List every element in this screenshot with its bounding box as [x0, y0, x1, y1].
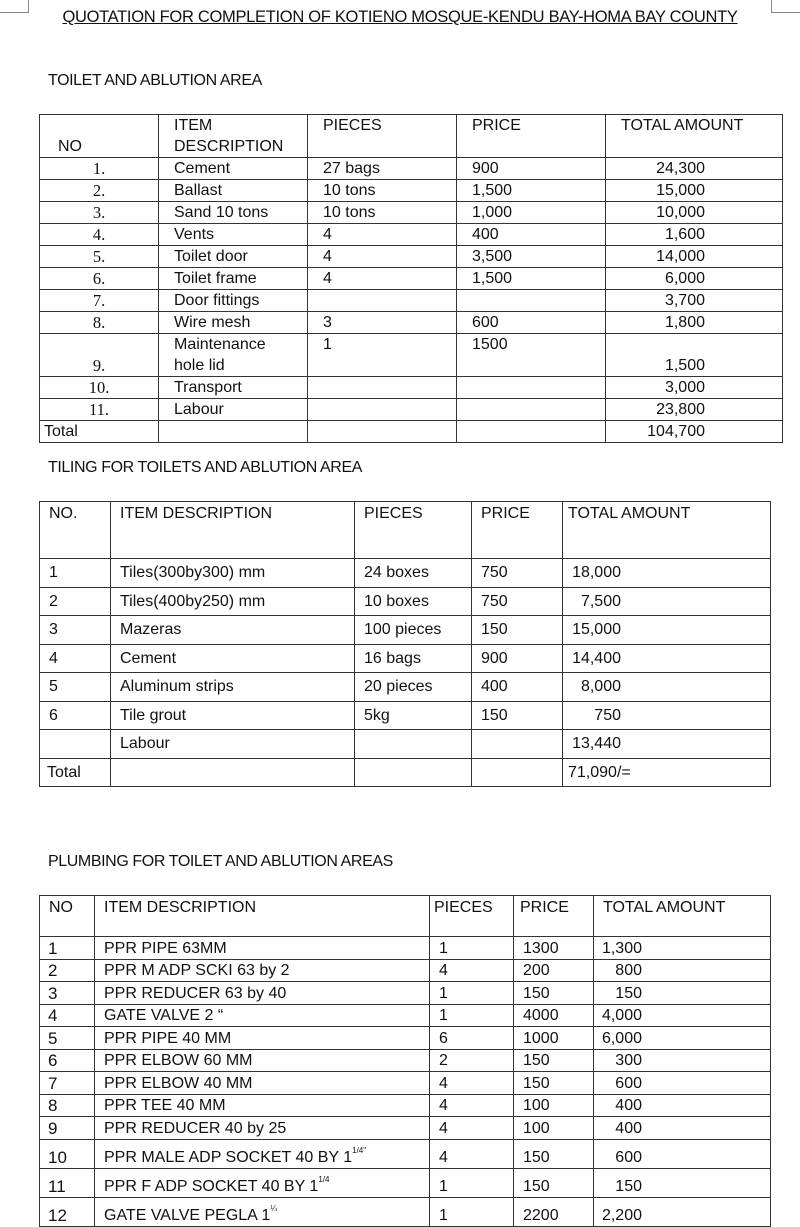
row-pieces: 6	[430, 1027, 514, 1050]
table-row	[40, 246, 783, 268]
row-description: Labour	[111, 730, 355, 759]
table-row	[40, 290, 783, 312]
row-price: 2200	[514, 1197, 594, 1226]
row-pieces: 2	[430, 1049, 514, 1072]
table-row	[40, 377, 783, 399]
row-description: Tile grout	[111, 701, 355, 730]
row-total: 150	[594, 1168, 771, 1197]
row-no: 6.	[40, 268, 159, 290]
row-price: 1,000	[457, 202, 606, 224]
col-header-price: PRICE	[457, 115, 606, 158]
row-pieces: 5kg	[355, 701, 472, 730]
row-no: 3.	[40, 202, 159, 224]
row-no: 4.	[40, 224, 159, 246]
col-header-no: NO.	[40, 502, 111, 559]
row-total: 1,500	[606, 334, 783, 377]
table-row	[40, 959, 771, 982]
row-price: 1,500	[457, 180, 606, 202]
row-description	[95, 1072, 430, 1095]
row-description-text: PPR ELBOW 40 MM	[104, 1074, 253, 1092]
row-description	[95, 1139, 430, 1168]
row-price: 400	[457, 224, 606, 246]
row-no: 11	[40, 1168, 95, 1197]
row-price: 1000	[514, 1027, 594, 1050]
row-no: 10	[40, 1139, 95, 1168]
row-total: 15,000	[563, 616, 771, 645]
row-total: 400	[594, 1117, 771, 1140]
row-pieces: 24 boxes	[355, 559, 472, 588]
table-row	[40, 730, 771, 759]
row-price: 900	[472, 644, 563, 673]
row-pieces: 4	[430, 1117, 514, 1140]
row-no: 1.	[40, 158, 159, 180]
row-description	[95, 959, 430, 982]
row-total: 800	[594, 959, 771, 982]
row-total: 7,500	[563, 587, 771, 616]
row-pieces: 4	[308, 224, 457, 246]
row-total: 1,800	[606, 312, 783, 334]
row-pieces: 4	[430, 1072, 514, 1095]
row-description	[95, 982, 430, 1005]
table-row	[40, 701, 771, 730]
row-price: 750	[472, 587, 563, 616]
row-pieces: 27 bags	[308, 158, 457, 180]
row-description: Tiles(300by300) mm	[111, 559, 355, 588]
row-description-text: PPR M ADP SCKI 63 by 2	[104, 962, 290, 979]
row-description: Ballast	[159, 180, 308, 202]
row-total: 6,000	[594, 1027, 771, 1050]
row-price: 150	[514, 1049, 594, 1072]
table-row	[40, 559, 771, 588]
row-description-text: PPR PIPE 63MM	[104, 939, 227, 957]
row-no: 4	[40, 1004, 95, 1027]
row-description: Aluminum strips	[111, 673, 355, 702]
section-title-toilet: TOILET AND ABLUTION AREA	[48, 72, 262, 89]
table-row	[40, 158, 783, 180]
document-title: QUOTATION FOR COMPLETION OF KOTIENO MOSQUE-KENDU BAY-HOMA BAY COUNTY	[62, 8, 738, 26]
row-no: 8.	[40, 312, 159, 334]
row-description-text: PPR PIPE 40 MM	[104, 1029, 232, 1047]
table-row	[40, 1049, 771, 1072]
row-price: 1,500	[457, 268, 606, 290]
row-no: 2.	[40, 180, 159, 202]
row-price: 150	[514, 1072, 594, 1095]
row-total: 600	[594, 1139, 771, 1168]
row-no: 3	[40, 616, 111, 645]
tiling-table	[39, 501, 771, 787]
section-title-tiling: TILING FOR TOILETS AND ABLUTION AREA	[48, 459, 362, 476]
row-description	[159, 334, 308, 377]
section-title-plumbing: PLUMBING FOR TOILET AND ABLUTION AREAS	[48, 853, 393, 870]
row-pieces: 10 boxes	[355, 587, 472, 616]
row-pieces: 4	[308, 246, 457, 268]
row-description-fraction: 1/4"	[352, 1145, 367, 1155]
row-no: 6	[40, 1049, 95, 1072]
row-no: 11.	[40, 399, 159, 421]
table-row	[40, 312, 783, 334]
row-description	[95, 1094, 430, 1117]
row-description-text: PPR MALE ADP SOCKET 40 BY 1	[104, 1148, 353, 1166]
total-row	[40, 421, 783, 443]
col-header-description: DESCRIPTION	[174, 138, 284, 155]
table-row	[40, 1197, 771, 1226]
row-description: Labour	[159, 399, 308, 421]
row-total: 14,400	[563, 644, 771, 673]
table-row	[40, 937, 771, 960]
table-row	[40, 616, 771, 645]
row-pieces: 4	[430, 959, 514, 982]
table-header-row	[40, 896, 771, 937]
col-header-description: ITEM DESCRIPTION	[111, 502, 355, 559]
row-total: 3,000	[606, 377, 783, 399]
table-row	[40, 1094, 771, 1117]
total-value: 104,700	[606, 421, 783, 443]
row-description-text: PPR REDUCER 63 by 40	[104, 984, 287, 1002]
row-price: 100	[514, 1117, 594, 1140]
row-description	[95, 1197, 430, 1226]
row-price: 750	[472, 559, 563, 588]
row-description: Sand 10 tons	[159, 202, 308, 224]
row-description: Mazeras	[111, 616, 355, 645]
col-header-no: NO	[40, 896, 95, 937]
total-label: Total	[40, 758, 111, 787]
row-total: 15,000	[606, 180, 783, 202]
table-header-row	[40, 115, 783, 158]
row-description	[95, 1027, 430, 1050]
row-price: 150	[472, 616, 563, 645]
row-total: 300	[594, 1049, 771, 1072]
row-description: Door fittings	[159, 290, 308, 312]
row-no: 9	[40, 1117, 95, 1140]
row-no	[40, 730, 111, 759]
row-pieces: 1	[430, 1004, 514, 1027]
row-no: 6	[40, 701, 111, 730]
row-description: Transport	[159, 377, 308, 399]
row-total: 1,600	[606, 224, 783, 246]
table-row	[40, 644, 771, 673]
col-header-item-description	[159, 115, 308, 158]
table-row	[40, 268, 783, 290]
row-pieces	[308, 377, 457, 399]
table-row	[40, 334, 783, 377]
row-pieces: 1	[308, 334, 457, 377]
row-description-fraction: ¼	[270, 1203, 277, 1213]
total-label: Total	[40, 421, 159, 443]
row-price: 900	[457, 158, 606, 180]
plumbing-table	[39, 895, 771, 1227]
row-total: 10,000	[606, 202, 783, 224]
row-no: 5.	[40, 246, 159, 268]
row-total: 8,000	[563, 673, 771, 702]
row-total: 1,300	[594, 937, 771, 960]
table-row	[40, 202, 783, 224]
total-value: 71,090/=	[563, 758, 771, 787]
row-no: 10.	[40, 377, 159, 399]
row-description: Toilet frame	[159, 268, 308, 290]
row-no: 5	[40, 673, 111, 702]
row-no: 3	[40, 982, 95, 1005]
col-header-pieces: PIECES	[430, 896, 514, 937]
row-description	[95, 1117, 430, 1140]
col-header-description: ITEM DESCRIPTION	[95, 896, 430, 937]
row-pieces: 1	[430, 1197, 514, 1226]
row-price	[457, 377, 606, 399]
table-row	[40, 1072, 771, 1095]
row-total: 3,700	[606, 290, 783, 312]
row-description-line1: Maintenance	[174, 336, 266, 353]
row-description-text: GATE VALVE PEGLA 1	[104, 1206, 271, 1224]
row-pieces: 1	[430, 1168, 514, 1197]
col-header-price: PRICE	[514, 896, 594, 937]
row-description	[95, 1049, 430, 1072]
row-description: Tiles(400by250) mm	[111, 587, 355, 616]
row-pieces: 4	[430, 1139, 514, 1168]
row-total: 6,000	[606, 268, 783, 290]
row-description	[95, 1004, 430, 1027]
row-price: 4000	[514, 1004, 594, 1027]
row-total: 750	[563, 701, 771, 730]
col-header-price: PRICE	[472, 502, 563, 559]
row-no: 4	[40, 644, 111, 673]
table-row	[40, 180, 783, 202]
table-row	[40, 1168, 771, 1197]
row-description: Cement	[111, 644, 355, 673]
row-total: 600	[594, 1072, 771, 1095]
table-header-row	[40, 502, 771, 559]
row-price: 3,500	[457, 246, 606, 268]
row-total: 23,800	[606, 399, 783, 421]
row-description: Cement	[159, 158, 308, 180]
row-price	[472, 730, 563, 759]
row-total: 24,300	[606, 158, 783, 180]
col-header-total: TOTAL AMOUNT	[594, 896, 771, 937]
table-row	[40, 1027, 771, 1050]
row-no: 12	[40, 1197, 95, 1226]
row-total: 150	[594, 982, 771, 1005]
row-no: 2	[40, 587, 111, 616]
row-pieces: 1	[430, 937, 514, 960]
row-pieces	[308, 290, 457, 312]
table-row	[40, 1139, 771, 1168]
row-pieces: 10 tons	[308, 180, 457, 202]
row-no: 9.	[40, 334, 159, 377]
row-no: 1	[40, 559, 111, 588]
table-row	[40, 399, 783, 421]
row-pieces	[355, 730, 472, 759]
row-total: 13,440	[563, 730, 771, 759]
row-no: 8	[40, 1094, 95, 1117]
row-price: 150	[514, 1139, 594, 1168]
toilet-ablution-table	[39, 114, 783, 443]
table-row	[40, 1004, 771, 1027]
row-price: 200	[514, 959, 594, 982]
col-header-total: TOTAL AMOUNT	[606, 115, 783, 158]
row-total: 2,200	[594, 1197, 771, 1226]
row-price	[457, 290, 606, 312]
row-description	[95, 1168, 430, 1197]
row-price	[457, 399, 606, 421]
row-price: 600	[457, 312, 606, 334]
col-header-no: NO	[40, 115, 159, 158]
row-total: 14,000	[606, 246, 783, 268]
col-header-pieces: PIECES	[308, 115, 457, 158]
table-row	[40, 982, 771, 1005]
row-pieces: 10 tons	[308, 202, 457, 224]
row-total: 400	[594, 1094, 771, 1117]
table-row	[40, 673, 771, 702]
row-price: 150	[514, 1168, 594, 1197]
col-header-pieces: PIECES	[355, 502, 472, 559]
row-pieces: 1	[430, 982, 514, 1005]
row-no: 1	[40, 937, 95, 960]
row-description-fraction: 1/4	[318, 1174, 330, 1184]
row-no: 5	[40, 1027, 95, 1050]
row-description-text: GATE VALVE 2 “	[104, 1007, 224, 1024]
col-header-total: TOTAL AMOUNT	[563, 502, 771, 559]
row-no: 7	[40, 1072, 95, 1095]
row-description: Wire mesh	[159, 312, 308, 334]
row-pieces: 4	[430, 1094, 514, 1117]
row-pieces: 4	[308, 268, 457, 290]
row-no: 2	[40, 959, 95, 982]
row-price: 400	[472, 673, 563, 702]
row-price: 150	[514, 982, 594, 1005]
row-description: Vents	[159, 224, 308, 246]
row-price: 100	[514, 1094, 594, 1117]
row-pieces: 100 pieces	[355, 616, 472, 645]
col-header-item: ITEM	[174, 117, 213, 134]
row-pieces	[308, 399, 457, 421]
row-pieces: 20 pieces	[355, 673, 472, 702]
row-description-text: PPR REDUCER 40 by 25	[104, 1119, 287, 1137]
row-pieces: 16 bags	[355, 644, 472, 673]
table-row	[40, 587, 771, 616]
row-price: 1300	[514, 937, 594, 960]
total-row	[40, 758, 771, 787]
row-price: 1500	[457, 334, 606, 377]
row-description-text: PPR ELBOW 60 MM	[104, 1052, 253, 1069]
table-row	[40, 224, 783, 246]
row-description: Toilet door	[159, 246, 308, 268]
table-row	[40, 1117, 771, 1140]
row-description	[95, 937, 430, 960]
row-total: 18,000	[563, 559, 771, 588]
row-description-text: PPR F ADP SOCKET 40 BY 1	[104, 1177, 319, 1195]
row-total: 4,000	[594, 1004, 771, 1027]
row-pieces: 3	[308, 312, 457, 334]
row-no: 7.	[40, 290, 159, 312]
row-description-line2: hole lid	[174, 357, 225, 374]
row-price: 150	[472, 701, 563, 730]
row-description-text: PPR TEE 40 MM	[104, 1097, 226, 1114]
